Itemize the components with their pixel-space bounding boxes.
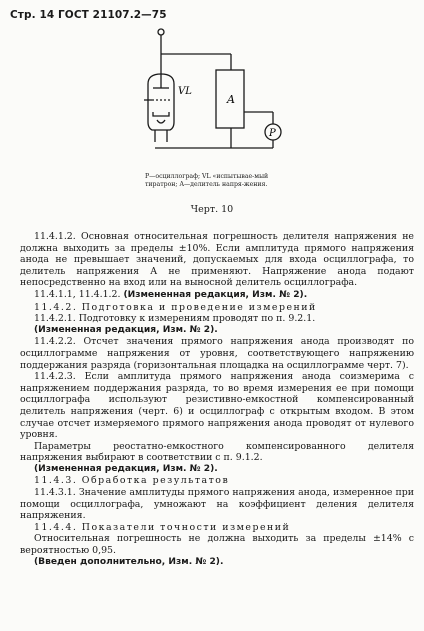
paragraph-11-4-3-1: 11.4.3.1. Значение амплитуды прямого напряжения анода, измеренное при помощи осциллографа, умножают на коэффициент деления делителя напряжения. <box>20 487 414 522</box>
paragraph-accuracy: Относительная погрешность не должна выходить за пределы ±14% с вероятностью 0,95. <box>20 533 414 557</box>
amend-3-note: (Измененная редакция, Изм. № 2). <box>34 463 218 474</box>
page-header: Стр. 14 ГОСТ 21107.2—75 <box>10 9 167 21</box>
tube-heater <box>157 120 165 123</box>
section-11-4-4-heading: 11.4.4. Показатели точности измерений <box>34 521 291 533</box>
paragraph-11-4-2-1: 11.4.2.1. Подготовку к измерениям проводят по п. 9.2.1. <box>34 313 316 325</box>
amend-1-ref: 11.4.1.1, 11.4.1.2. <box>34 288 121 300</box>
paragraph-11-4-2-2: 11.4.2.2. Отсчет значения прямого напряжения анода производят по осциллограмме напряжения от уровня, соответствующего напряжению поддержания разряда (горизонтальная площадка на осциллограмме черт. 7). <box>20 336 414 371</box>
label-a: A <box>227 93 235 106</box>
paragraph-divider-params: Параметры реостатно-емкостного компенсированного делителя напряжения выбирают в соответствии с п. 9.1.2. <box>20 440 414 464</box>
figure-label: Черт. 10 <box>190 204 234 215</box>
circuit-diagram <box>130 24 310 164</box>
figure-caption: P—осциллограф; VL «испытывае-мый тиратрон; A—делитель напря-жения. <box>145 173 269 188</box>
amend-1-note: (Измененная редакция, Изм. № 2). <box>123 289 308 300</box>
label-p: P <box>269 128 276 139</box>
amend-2-note: (Измененная редакция, Изм. № 2). <box>34 324 218 335</box>
input-terminal <box>158 29 164 35</box>
paragraph-amend-1 <box>20 289 414 302</box>
paragraph-11-4-2-3: 11.4.2.3. Если амплитуда прямого напряжения анода соизмерима с напряжением поддержания разряда, то во время измерения ее при помощи осциллографа используют резистивно-емкостной компенсированный делитель напряжения (черт. 6) и осциллограф с открытым входом. В этом случае отсчет измеряемого прямого напряжения анода проводят от нулевого уровня. <box>20 371 414 441</box>
circuit-diagram-svg <box>130 24 310 164</box>
tube-cathode <box>153 112 169 116</box>
document-body <box>20 231 414 568</box>
section-11-4-2-heading: 11.4.2. Подготовка и проведение измерений <box>34 301 317 313</box>
section-11-4-3-heading: 11.4.3. Обработка результатов <box>34 475 230 487</box>
label-vl: VL <box>178 86 192 97</box>
amend-4-note: (Введен дополнительно, Изм. № 2). <box>34 556 224 567</box>
paragraph-11-4-1-2: 11.4.1.2. Основная относительная погрешность делителя напряжения не должна выходить за пределы ±10%. Если амплитуда прямого напряжения анода не превышает значений, допускаемых для входа осциллографа, то делитель напряжения А не применяют. Напряжение анода подают непосредственно на вход или на выносной делитель осциллографа. <box>20 231 414 289</box>
